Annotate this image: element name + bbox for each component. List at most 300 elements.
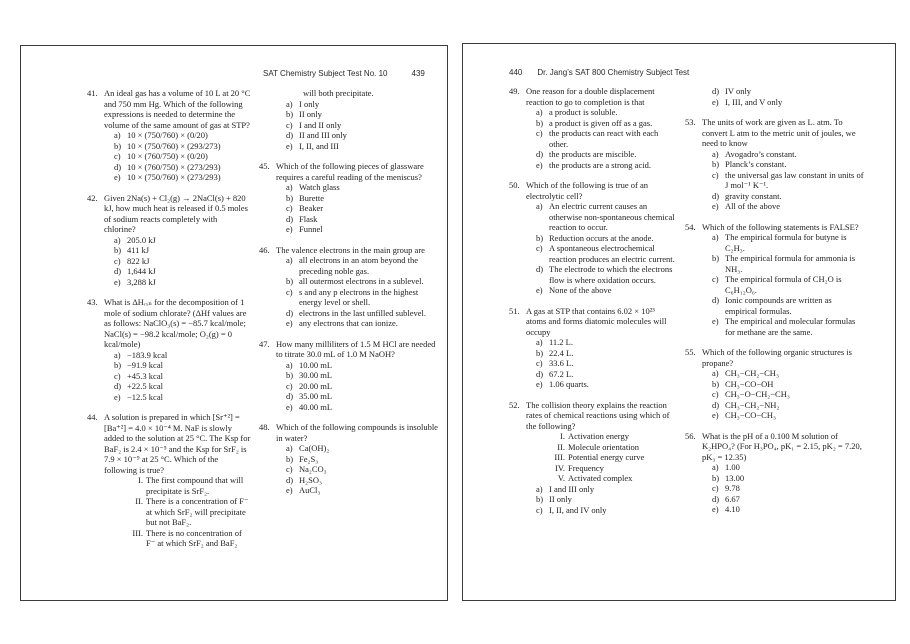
option-label: b) xyxy=(286,109,294,119)
option-label: c) xyxy=(286,286,293,297)
question-text: An ideal gas has a volume of 10 L at 20 °C and 750 mm Hg. Which of the following expressions is needed to determine the volume of the same amount of gas at STP? xyxy=(104,88,251,130)
answer-option xyxy=(526,243,677,264)
option-text: the products are miscible. xyxy=(549,149,637,159)
answer-option xyxy=(276,255,440,276)
option-label: b) xyxy=(712,159,720,169)
option-text: None of the above xyxy=(549,285,612,295)
option-text: s and any p electrons in the highest energy level or shell. xyxy=(299,286,419,307)
option-text: Flask xyxy=(299,213,318,224)
option-text: electrons in the last unfilled sublevel. xyxy=(299,307,426,318)
question-45 xyxy=(259,161,440,235)
question-50 xyxy=(509,180,677,296)
roman-item xyxy=(526,431,677,442)
question-body xyxy=(104,193,251,288)
option-label: b) xyxy=(712,253,720,263)
option-label: a) xyxy=(536,201,543,211)
answer-option xyxy=(276,99,440,110)
question-continuation xyxy=(685,86,865,107)
option-text: Ionic compounds are written as empirical formulas. xyxy=(725,295,832,316)
answer-option xyxy=(526,494,677,505)
option-text: Planck’s constant. xyxy=(725,159,787,169)
question-text: A solution is prepared in which [Sr⁺²] = [Ba⁺²] = 4.0 × 10⁻⁴ M. NaF is slowly added to the solution at 25 °C. The Ksp for BaF₂ is 2.4 × 10⁻⁵ and the Ksp for SrF₂ is 7.9 × 10⁻⁹ at 25 °C. Which of the following is true? xyxy=(104,412,251,475)
roman-item-label: II. xyxy=(135,496,143,506)
question-number: 56. xyxy=(685,430,696,441)
answer-option xyxy=(702,379,865,390)
option-label: d) xyxy=(712,493,720,504)
question-body xyxy=(702,86,865,107)
answer-option xyxy=(276,454,440,465)
answer-option xyxy=(702,201,865,212)
question-number: 53. xyxy=(685,117,696,127)
answer-option xyxy=(276,109,440,120)
question-51 xyxy=(509,306,677,390)
option-text: 10 × (750/760) × (293/273) xyxy=(127,140,221,151)
option-text: I, II, and IV only xyxy=(549,504,607,515)
roman-item xyxy=(104,475,251,496)
option-label: e) xyxy=(536,159,543,170)
question-body xyxy=(702,117,865,212)
option-text: the products can react with each other. xyxy=(549,128,659,149)
answer-option xyxy=(526,160,677,171)
option-label: b) xyxy=(114,245,122,255)
option-label: d) xyxy=(286,213,294,224)
option-text: Funnel xyxy=(299,224,323,234)
option-text: 822 kJ xyxy=(127,255,150,266)
answer-option xyxy=(702,97,865,108)
option-label: a) xyxy=(286,255,293,265)
option-label: b) xyxy=(114,140,122,151)
answer-option xyxy=(276,203,440,214)
option-label: e) xyxy=(286,401,293,412)
roman-item-text: There is no concentration of F⁻ at which SrF₂ and BaF₂ xyxy=(146,527,242,548)
option-label: e) xyxy=(114,276,121,287)
question-number xyxy=(259,88,276,151)
option-text: Watch glass xyxy=(299,182,340,192)
option-label: d) xyxy=(712,399,720,410)
question-number: 55. xyxy=(685,347,696,357)
answer-option xyxy=(104,256,251,267)
answer-option xyxy=(104,172,251,183)
answer-option xyxy=(702,159,865,170)
option-text: 20.00 mL xyxy=(299,380,333,391)
option-label: c) xyxy=(536,358,543,368)
answer-option xyxy=(702,86,865,97)
option-label: d) xyxy=(536,264,544,274)
option-text: 13.00 xyxy=(725,472,745,483)
option-text: a product is soluble. xyxy=(549,107,618,117)
question-text: Which of the following pieces of glassware requires a careful reading of the meniscus? xyxy=(276,161,424,182)
answer-option xyxy=(104,235,251,246)
question-number: 50. xyxy=(509,180,520,190)
question-text: The collision theory explains the reaction rates of chemical reactions using which of the following? xyxy=(526,399,670,431)
option-text: 10 × (750/760) × (273/293) xyxy=(127,172,221,182)
option-text: AuCl₃ xyxy=(299,485,321,495)
answer-option xyxy=(276,287,440,308)
question-number: 41. xyxy=(87,88,98,98)
option-text: 10 × (760/750) × (0/20) xyxy=(127,151,208,161)
option-text: −183.9 kcal xyxy=(127,349,168,360)
answer-option xyxy=(276,464,440,475)
question-number xyxy=(685,86,702,107)
option-label: c) xyxy=(712,389,719,399)
answer-option xyxy=(526,233,677,244)
option-label: d) xyxy=(286,474,294,485)
option-label: a) xyxy=(536,337,543,347)
option-label: b) xyxy=(536,232,544,243)
question-body xyxy=(276,339,440,413)
option-label: e) xyxy=(712,201,719,211)
question-text: What is ΔHᵣₓₙ for the decomposition of 1 mole of sodium chlorate? (ΔHf values are as follows: NaClO₃(s) = −85.7 kcal/mole; NaCl(s) = −98.2 kcal/mole; O₂(g) = 0 kcal/mole) xyxy=(104,297,247,349)
answer-option xyxy=(104,266,251,277)
option-text: II only xyxy=(549,494,572,504)
page-header xyxy=(509,68,895,78)
answer-option xyxy=(702,191,865,202)
answer-option xyxy=(276,182,440,193)
answer-option xyxy=(276,141,440,152)
option-label: c) xyxy=(712,169,719,180)
option-text: gravity constant. xyxy=(725,190,782,201)
option-label: b) xyxy=(536,117,544,128)
answer-option xyxy=(276,214,440,225)
answer-option xyxy=(276,485,440,496)
roman-item xyxy=(526,463,677,474)
option-text: 6.67 xyxy=(725,493,740,504)
answer-option xyxy=(276,381,440,392)
answer-option xyxy=(104,350,251,361)
question-continuation xyxy=(259,88,440,151)
answer-option xyxy=(526,337,677,348)
question-body xyxy=(702,222,865,338)
answer-option xyxy=(526,348,677,359)
option-label: d) xyxy=(536,368,544,379)
option-text: 411 kJ xyxy=(127,245,150,255)
option-label: a) xyxy=(286,182,293,192)
question-53 xyxy=(685,117,865,212)
answer-option xyxy=(526,285,677,296)
answer-option xyxy=(702,504,865,515)
answer-option xyxy=(276,370,440,381)
question-body xyxy=(702,431,865,515)
question-number: 42. xyxy=(87,192,98,203)
question-body xyxy=(526,306,677,390)
roman-item xyxy=(526,452,677,463)
option-text: 205.0 kJ xyxy=(127,234,156,245)
roman-item xyxy=(104,528,251,549)
option-text: Fe₂S₃ xyxy=(299,453,319,464)
column-right xyxy=(259,88,440,549)
question-47 xyxy=(259,339,440,413)
option-label: c) xyxy=(114,255,121,266)
answer-option xyxy=(276,276,440,287)
question-54 xyxy=(685,222,865,338)
option-label: e) xyxy=(286,318,293,328)
option-text: Na₂CO₃ xyxy=(299,464,327,474)
roman-item-label: IV. xyxy=(555,462,565,473)
answer-option xyxy=(276,130,440,141)
option-text: Beaker xyxy=(299,203,324,213)
header-page-number: 439 xyxy=(411,69,425,78)
option-text: 1.00 xyxy=(725,462,740,472)
answer-option xyxy=(276,224,440,235)
question-text: The valence electrons in the main group are xyxy=(276,244,425,255)
answer-option xyxy=(702,483,865,494)
option-text: Reduction occurs at the anode. xyxy=(549,232,654,243)
option-text: IV only xyxy=(725,86,752,96)
question-49 xyxy=(509,86,677,170)
question-56 xyxy=(685,431,865,515)
option-text: CH₃−CO−CH₃ xyxy=(725,410,776,420)
roman-item-label: I. xyxy=(138,475,143,485)
option-label: c) xyxy=(536,243,543,253)
option-label: e) xyxy=(712,410,719,420)
roman-item-text: Frequency xyxy=(568,462,604,473)
option-label: a) xyxy=(114,130,121,140)
option-label: b) xyxy=(712,378,720,389)
option-label: d) xyxy=(286,391,294,401)
option-text: all outermost electrons in a sublevel. xyxy=(299,276,424,286)
option-text: 4.10 xyxy=(725,504,740,514)
option-label: a) xyxy=(286,359,293,370)
option-label: a) xyxy=(712,232,719,242)
question-number: 47. xyxy=(259,338,270,349)
roman-item-label: II. xyxy=(557,441,565,452)
question-body xyxy=(702,347,865,421)
page-header xyxy=(263,69,435,79)
option-text: The empirical formula for butyne is C₂H₃. xyxy=(725,232,847,253)
answer-option xyxy=(104,245,251,256)
continuation-text: will both precipitate. xyxy=(303,88,374,98)
option-label: b) xyxy=(286,370,294,380)
option-text: all electrons in an atom beyond the preceding noble gas. xyxy=(299,255,418,276)
option-label: c) xyxy=(286,464,293,474)
answer-option xyxy=(104,392,251,403)
option-text: 40.00 mL xyxy=(299,401,333,412)
answer-option xyxy=(702,368,865,379)
option-label: b) xyxy=(712,472,720,483)
option-text: A spontaneous electrochemical reaction produces an electric current. xyxy=(549,243,675,264)
page-439 xyxy=(20,45,448,601)
question-text: Which of the following is true of an electrolytic cell? xyxy=(526,180,649,201)
question-text: What is the pH of a 0.100 M solution of K₂HPO₄? (For H₃PO₄, pK₁ = 2.15, pK₂ = 7.20, pK₃ = 12.35) xyxy=(702,430,862,462)
option-text: 1.06 quarts. xyxy=(549,379,589,389)
option-text: +22.5 kcal xyxy=(127,381,163,391)
option-label: b) xyxy=(536,347,544,358)
answer-option xyxy=(702,389,865,400)
option-text: −12.5 kcal xyxy=(127,391,163,402)
answer-option xyxy=(526,484,677,495)
answer-option xyxy=(104,151,251,162)
option-text: Burette xyxy=(299,192,325,203)
answer-option xyxy=(526,118,677,129)
question-body xyxy=(276,422,440,496)
question-46 xyxy=(259,245,440,329)
option-label: d) xyxy=(712,295,720,305)
question-body xyxy=(104,88,251,183)
option-label: a) xyxy=(114,349,121,360)
option-label: a) xyxy=(286,443,293,453)
roman-item xyxy=(526,473,677,484)
option-label: d) xyxy=(536,149,544,159)
question-number: 45. xyxy=(259,161,270,171)
option-label: a) xyxy=(712,368,719,378)
roman-item-label: I. xyxy=(560,431,565,441)
option-label: e) xyxy=(712,96,719,107)
option-text: The empirical formula of CH₂O is C₆H₁₂O₆. xyxy=(725,274,842,295)
question-body xyxy=(276,161,440,235)
option-text: a product is given off as a gas. xyxy=(549,117,653,128)
option-text: II and III only xyxy=(299,130,347,140)
answer-option xyxy=(276,443,440,454)
option-label: c) xyxy=(286,119,293,130)
answer-option xyxy=(276,360,440,371)
answer-option xyxy=(702,316,865,337)
option-label: a) xyxy=(114,234,121,245)
option-text: 33.6 L. xyxy=(549,358,574,368)
question-44 xyxy=(87,412,251,549)
option-label: e) xyxy=(712,504,719,514)
question-body xyxy=(526,400,677,516)
option-text: the products are a strong acid. xyxy=(549,159,651,170)
option-text: 11.2 L. xyxy=(549,337,574,347)
option-text: I, III, and V only xyxy=(725,96,783,107)
question-body xyxy=(526,86,677,170)
option-text: H₂SO₃ xyxy=(299,474,322,485)
option-label: d) xyxy=(286,130,294,140)
option-label: b) xyxy=(114,360,122,370)
question-body xyxy=(276,245,440,329)
option-label: c) xyxy=(114,151,121,161)
roman-item-text: Molecule orientation xyxy=(568,441,640,452)
answer-option xyxy=(276,318,440,329)
answer-option xyxy=(276,402,440,413)
option-text: The empirical formula for ammonia is NH₃. xyxy=(725,253,856,274)
option-text: 1,644 kJ xyxy=(127,266,156,276)
roman-item-label: V. xyxy=(557,473,565,483)
question-55 xyxy=(685,347,865,421)
roman-item-text: The first compound that will precipitate is SrF₂. xyxy=(146,475,244,496)
option-text: +45.3 kcal xyxy=(127,370,163,381)
option-label: b) xyxy=(286,276,294,286)
question-text: Given 2Na(s) + Cl₂(g) → 2NaCl(s) + 820 kJ, how much heat is released if 0.5 moles of sodium reacts completely with chlorine? xyxy=(104,192,248,234)
answer-option xyxy=(104,130,251,141)
roman-item-text: There is a concentration of F⁻ at which SrF₂ will precipitate but not BaF₂. xyxy=(146,496,249,527)
option-label: a) xyxy=(712,148,719,159)
option-label: a) xyxy=(286,98,293,109)
option-text: 10 × (760/750) × (273/293) xyxy=(127,161,221,172)
option-label: e) xyxy=(286,224,293,234)
roman-item-label: III. xyxy=(554,452,565,462)
question-number: 48. xyxy=(259,422,270,432)
option-text: An electric current causes an otherwise non-spontaneous chemical reaction to occur. xyxy=(549,201,675,232)
option-label: e) xyxy=(536,379,543,389)
answer-option xyxy=(104,381,251,392)
option-label: b) xyxy=(536,494,544,504)
option-label: e) xyxy=(114,172,121,182)
option-label: c) xyxy=(286,203,293,213)
answer-option xyxy=(104,277,251,288)
roman-item-text: Potential energy curve xyxy=(568,452,645,462)
answer-option xyxy=(526,128,677,149)
answer-option xyxy=(702,473,865,484)
question-number: 51. xyxy=(509,305,520,316)
option-label: b) xyxy=(286,453,294,464)
question-body xyxy=(276,88,440,151)
question-body xyxy=(104,297,251,402)
option-label: c) xyxy=(536,504,543,515)
roman-item-text: Activated complex xyxy=(568,473,633,483)
answer-option xyxy=(702,462,865,473)
answer-option xyxy=(526,201,677,233)
answer-option xyxy=(276,308,440,319)
question-43 xyxy=(87,297,251,402)
answer-option xyxy=(702,295,865,316)
option-label: c) xyxy=(286,380,293,391)
answer-option xyxy=(526,379,677,390)
option-label: e) xyxy=(712,316,719,326)
question-text: Which of the following organic structures is propane? xyxy=(702,347,852,368)
option-label: e) xyxy=(286,140,293,151)
option-label: c) xyxy=(712,483,719,493)
option-label: d) xyxy=(114,161,122,172)
answer-option xyxy=(702,253,865,274)
option-text: I only xyxy=(299,98,320,109)
option-text: CH₃−CH₂−CH₃ xyxy=(725,368,779,378)
question-number: 54. xyxy=(685,221,696,232)
answer-option xyxy=(702,170,865,191)
answer-option xyxy=(104,371,251,382)
question-text: One reason for a double displacement reaction to go to completion is that xyxy=(526,86,655,107)
option-text: 10.00 mL xyxy=(299,359,333,370)
question-number: 46. xyxy=(259,244,270,255)
header-title: SAT Chemistry Subject Test No. 10 xyxy=(263,69,388,78)
answer-option xyxy=(526,358,677,369)
option-text: 9.78 xyxy=(725,483,740,493)
option-text: the universal gas law constant in units of J mol⁻¹ K⁻¹. xyxy=(725,169,864,190)
column-left xyxy=(509,86,677,515)
answer-option xyxy=(276,120,440,131)
answer-option xyxy=(526,107,677,118)
question-48 xyxy=(259,422,440,496)
option-label: b) xyxy=(286,192,294,203)
answer-option xyxy=(526,505,677,516)
answer-option xyxy=(276,391,440,402)
answer-option xyxy=(276,193,440,204)
header-page-number: 440 xyxy=(509,68,523,77)
option-label: e) xyxy=(114,391,121,402)
roman-item-text: Activation energy xyxy=(568,431,629,441)
option-label: d) xyxy=(712,190,720,201)
option-label: c) xyxy=(114,370,121,381)
question-41 xyxy=(87,88,251,183)
option-text: Avogadro’s constant. xyxy=(725,148,797,159)
option-text: I, II, and III xyxy=(299,140,339,151)
option-label: a) xyxy=(536,483,543,494)
option-text: 67.2 L. xyxy=(549,368,574,379)
question-body xyxy=(526,180,677,296)
option-text: −91.9 kcal xyxy=(127,360,163,370)
question-52 xyxy=(509,400,677,516)
option-text: Ca(OH)₂ xyxy=(299,443,330,453)
question-text: A gas at STP that contains 6.02 × 10²³ atoms and forms diatomic molecules will occupy xyxy=(526,305,667,337)
question-number: 43. xyxy=(87,297,98,307)
option-label: c) xyxy=(536,128,543,138)
option-label: d) xyxy=(286,307,294,318)
option-text: The electrode to which the electrons flow is where oxidation occurs. xyxy=(549,264,673,285)
option-text: I and III only xyxy=(549,483,595,494)
option-text: 3,288 kJ xyxy=(127,276,156,287)
column-right xyxy=(685,86,865,515)
page-columns xyxy=(87,88,439,549)
